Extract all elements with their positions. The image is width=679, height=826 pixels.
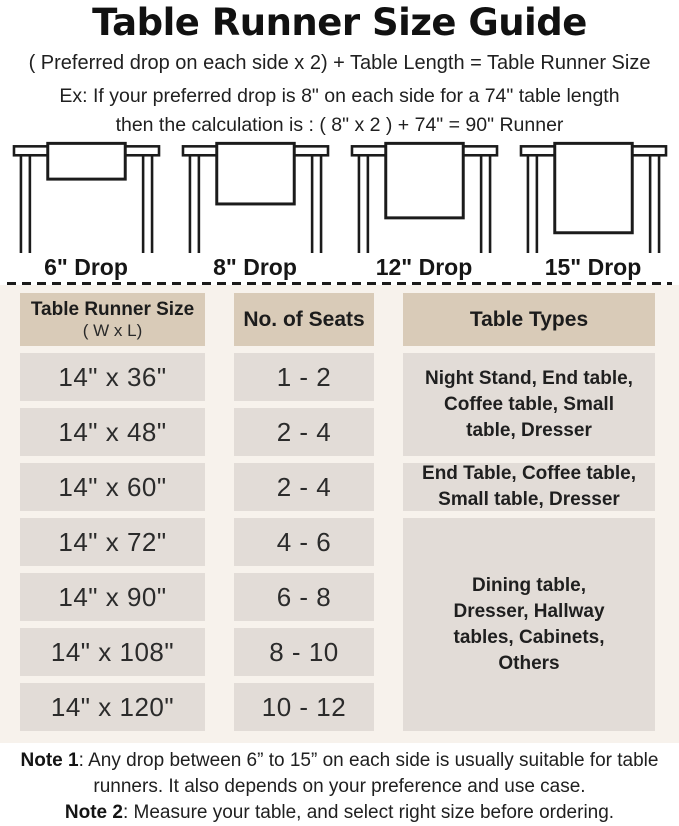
size-guide-table-section — [0, 285, 679, 743]
table-illustration-12in-drop — [350, 141, 499, 281]
example-line-2: then the calculation is : ( 8" x 2 ) + 74" = 90" Runner — [115, 114, 564, 136]
size-cell: 14" x 48" — [20, 408, 205, 456]
drop-illustrations — [0, 141, 679, 281]
size-cell: 14" x 72" — [20, 518, 205, 566]
column-header-subtitle: ( W x L) — [82, 320, 143, 340]
table-types-cell: Night Stand, End table, Coffee table, Small table, Dresser — [403, 353, 655, 456]
size-guide-table — [20, 293, 655, 731]
note-2 — [4, 800, 675, 826]
drop-label: 12" Drop — [375, 254, 473, 280]
table-runner-drawing-icon — [350, 141, 499, 253]
size-cell: 14" x 90" — [20, 573, 205, 621]
size-cell: 14" x 120" — [20, 683, 205, 731]
example-line-1: Ex: If your preferred drop is 8" on each side for a 74" table length — [59, 85, 620, 107]
note-1 — [4, 748, 675, 800]
header — [0, 0, 679, 138]
seats-cell: 8 - 10 — [234, 628, 374, 676]
page-title: Table Runner Size Guide — [92, 1, 587, 44]
seats-cell: 6 - 8 — [234, 573, 374, 621]
seats-cell: 1 - 2 — [234, 353, 374, 401]
note-1-text: : Any drop between 6” to 15” on each side is usually suitable for table runners. It also depends on your preference and use case. — [78, 750, 659, 797]
table-illustration-6in-drop — [12, 141, 161, 281]
table-runner-drawing-icon — [519, 141, 668, 253]
drop-label: 6" Drop — [44, 254, 128, 280]
seats-cell: 4 - 6 — [234, 518, 374, 566]
size-cell: 14" x 60" — [20, 463, 205, 511]
seats-cell: 2 - 4 — [234, 463, 374, 511]
table-illustration-15in-drop — [519, 141, 668, 281]
table-types-cell: End Table, Coffee table, Small table, Dresser — [403, 463, 655, 511]
note-1-label: Note 1 — [20, 750, 79, 771]
formula-text: ( Preferred drop on each side x 2) + Table Length = Table Runner Size — [28, 52, 651, 74]
size-cell: 14" x 36" — [20, 353, 205, 401]
column-header-runner-size — [20, 293, 205, 346]
note-2-label: Note 2 — [64, 802, 123, 823]
drop-label: 8" Drop — [213, 254, 297, 280]
footer-notes — [0, 743, 679, 826]
drop-label: 15" Drop — [544, 254, 642, 280]
table-runner-drawing-icon — [12, 141, 161, 253]
column-header-table-types: Table Types — [403, 293, 655, 346]
column-header-seats: No. of Seats — [234, 293, 374, 346]
note-2-text: : Measure your table, and select right size before ordering. — [122, 802, 615, 823]
column-header-title: Table Runner Size — [30, 298, 195, 320]
seats-cell: 10 - 12 — [234, 683, 374, 731]
size-cell: 14" x 108" — [20, 628, 205, 676]
table-runner-drawing-icon — [181, 141, 330, 253]
table-illustration-8in-drop — [181, 141, 330, 281]
table-types-cell: Dining table, Dresser, Hallway tables, Cabinets, Others — [403, 518, 655, 731]
seats-cell: 2 - 4 — [234, 408, 374, 456]
